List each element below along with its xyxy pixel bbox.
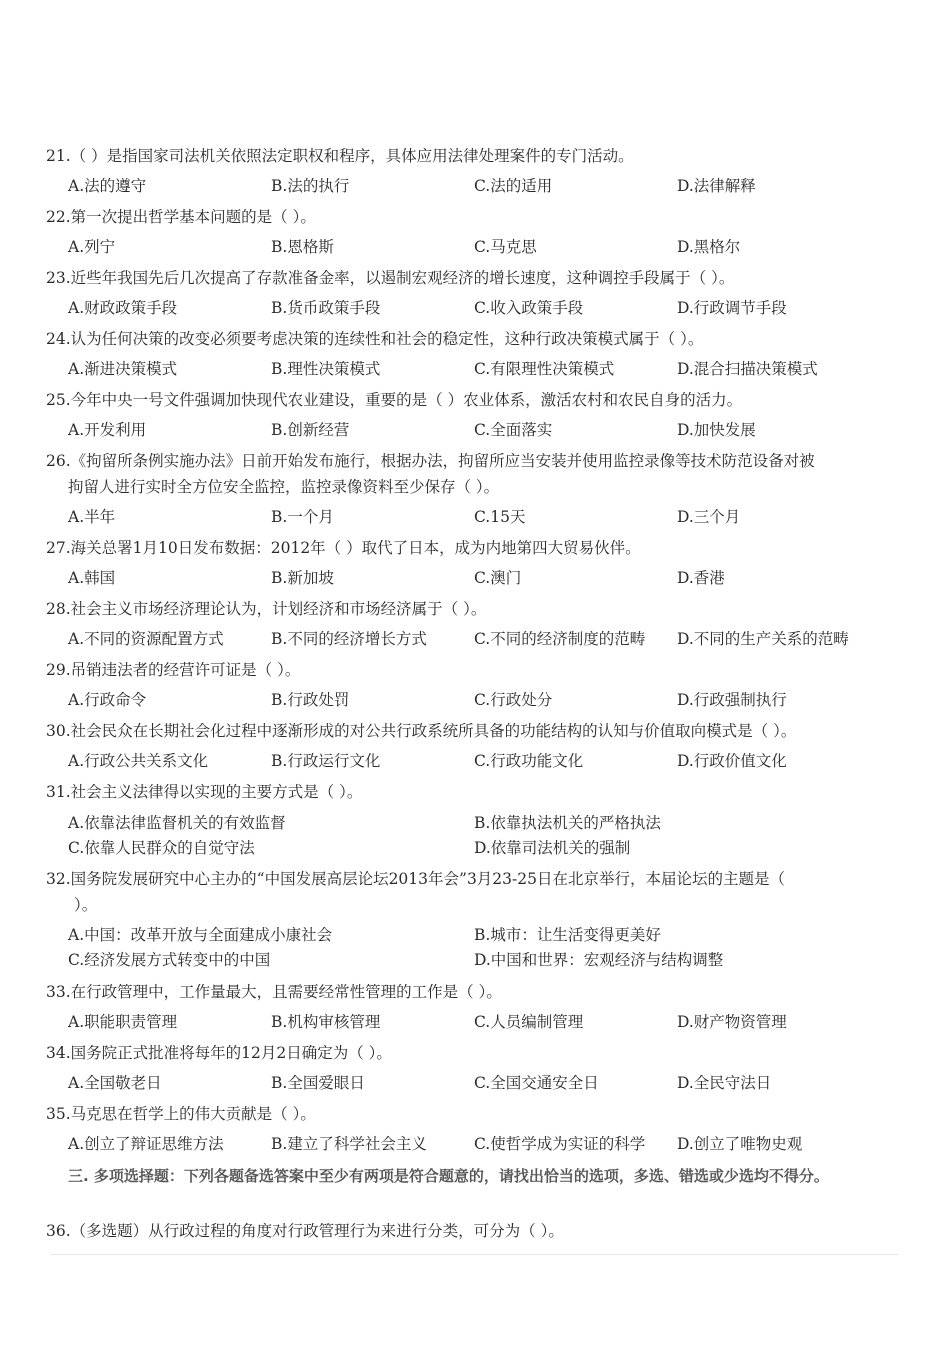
question-33: 33.在行政管理中，工作量最大，且需要经常性管理的工作是（ ）。: [46, 983, 502, 1001]
option-30-c: C.行政功能文化: [474, 752, 584, 770]
option-21-b: B.法的执行: [271, 177, 350, 195]
option-32-d: D.中国和世界：宏观经济与结构调整: [474, 951, 724, 969]
option-23-a: A.财政政策手段: [68, 299, 178, 317]
page-divider: [50, 1254, 898, 1255]
option-24-c: C.有限理性决策模式: [474, 360, 615, 378]
option-23-d: D.行政调节手段: [677, 299, 787, 317]
option-25-a: A.开发利用: [68, 421, 147, 439]
question-30: 30.社会民众在长期社会化过程中逐渐形成的对公共行政系统所具备的功能结构的认知与价值取向模式是（ ）。: [46, 722, 797, 740]
option-23-b: B.货币政策手段: [271, 299, 381, 317]
question-35: 35.马克思在哲学上的伟大贡献是（ ）。: [46, 1105, 316, 1123]
option-22-d: D.黑格尔: [677, 238, 741, 256]
option-21-a: A.法的遵守: [68, 177, 147, 195]
question-27: 27.海关总署1月10日发布数据：2012年（ ）取代了日本，成为内地第四大贸易伙伴。: [46, 539, 641, 557]
option-25-b: B.创新经营: [271, 421, 350, 439]
option-27-b: B.新加坡: [271, 569, 334, 587]
question-32-continued: ）。: [74, 896, 98, 914]
option-27-d: D.香港: [677, 569, 725, 587]
section-heading: 三. 多项选择题：下列各题备选答案中至少有两项是符合题意的，请找出恰当的选项，多选、错选或少选均不得分。: [68, 1167, 829, 1185]
option-29-d: D.行政强制执行: [677, 691, 787, 709]
option-32-c: C.经济发展方式转变中的中国: [68, 951, 271, 969]
option-24-a: A.渐进决策模式: [68, 360, 178, 378]
option-35-b: B.建立了科学社会主义: [271, 1135, 427, 1153]
option-27-a: A.韩国: [68, 569, 116, 587]
option-35-a: A.创立了辩证思维方法: [68, 1135, 224, 1153]
option-35-d: D.创立了唯物史观: [677, 1135, 803, 1153]
option-28-a: A.不同的资源配置方式: [68, 630, 224, 648]
question-28: 28.社会主义市场经济理论认为，计划经济和市场经济属于（ ）。: [46, 600, 487, 618]
option-33-c: C.人员编制管理: [474, 1013, 584, 1031]
option-32-a: A.中国：改革开放与全面建成小康社会: [68, 926, 333, 944]
option-32-b: B.城市：让生活变得更美好: [474, 926, 661, 944]
option-30-a: A.行政公共关系文化: [68, 752, 209, 770]
question-31: 31.社会主义法律得以实现的主要方式是（ ）。: [46, 783, 363, 801]
option-34-c: C.全国交通安全日: [474, 1074, 599, 1092]
option-34-a: A.全国敬老日: [68, 1074, 162, 1092]
question-29: 29.吊销违法者的经营许可证是（ ）。: [46, 661, 301, 679]
question-26: 26.《拘留所条例实施办法》日前开始发布施行，根据办法，拘留所应当安装并使用监控录像等技术防范设备对被: [46, 452, 815, 470]
option-30-d: D.行政价值文化: [677, 752, 787, 770]
option-33-d: D.财产物资管理: [677, 1013, 787, 1031]
option-21-d: D.法律解释: [677, 177, 756, 195]
option-23-c: C.收入政策手段: [474, 299, 584, 317]
question-26-continued: 拘留人进行实时全方位安全监控，监控录像资料至少保存（ ）。: [68, 478, 500, 496]
question-24: 24.认为任何决策的改变必须要考虑决策的连续性和社会的稳定性，这种行政决策模式属于（ ）。: [46, 330, 704, 348]
question-22: 22.第一次提出哲学基本问题的是（ ）。: [46, 208, 316, 226]
option-33-b: B.机构审核管理: [271, 1013, 381, 1031]
option-28-d: D.不同的生产关系的范畴: [677, 630, 849, 648]
option-28-c: C.不同的经济制度的范畴: [474, 630, 646, 648]
option-31-d: D.依靠司法机关的强制: [474, 839, 631, 857]
option-31-a: A.依靠法律监督机关的有效监督: [68, 814, 286, 832]
option-29-b: B.行政处罚: [271, 691, 350, 709]
option-31-c: C.依靠人民群众的自觉守法: [68, 839, 255, 857]
option-29-c: C.行政处分: [474, 691, 553, 709]
option-29-a: A.行政命令: [68, 691, 147, 709]
option-26-b: B.一个月: [271, 508, 334, 526]
option-22-a: A.列宁: [68, 238, 116, 256]
question-36: 36.（多选题）从行政过程的角度对行政管理行为来进行分类，可分为（ ）。: [46, 1222, 564, 1240]
option-25-c: C.全面落实: [474, 421, 553, 439]
option-31-b: B.依靠执法机关的严格执法: [474, 814, 661, 832]
option-33-a: A.职能职责管理: [68, 1013, 178, 1031]
option-28-b: B.不同的经济增长方式: [271, 630, 427, 648]
option-22-c: C.马克思: [474, 238, 537, 256]
question-21: 21.（ ）是指国家司法机关依照法定职权和程序，具体应用法律处理案件的专门活动。: [46, 147, 634, 165]
option-26-a: A.半年: [68, 508, 116, 526]
question-23: 23.近些年我国先后几次提高了存款准备金率，以遏制宏观经济的增长速度，这种调控手段属于（ ）。: [46, 269, 735, 287]
option-24-b: B.理性决策模式: [271, 360, 381, 378]
question-32: 32.国务院发展研究中心主办的“中国发展高层论坛2013年会”3月23-25日在北京举行，本届论坛的主题是（: [46, 870, 785, 888]
option-34-b: B.全国爱眼日: [271, 1074, 365, 1092]
option-24-d: D.混合扫描决策模式: [677, 360, 818, 378]
option-22-b: B.恩格斯: [271, 238, 334, 256]
option-27-c: C.澳门: [474, 569, 522, 587]
option-34-d: D.全民守法日: [677, 1074, 772, 1092]
option-26-c: C.15天: [474, 508, 526, 526]
option-30-b: B.行政运行文化: [271, 752, 381, 770]
question-34: 34.国务院正式批准将每年的12月2日确定为（ ）。: [46, 1044, 392, 1062]
option-21-c: C.法的适用: [474, 177, 553, 195]
option-26-d: D.三个月: [677, 508, 741, 526]
option-25-d: D.加快发展: [677, 421, 756, 439]
option-35-c: C.使哲学成为实证的科学: [474, 1135, 646, 1153]
question-25: 25.今年中央一号文件强调加快现代农业建设，重要的是（ ）农业体系，激活农村和农民自身的活力。: [46, 391, 743, 409]
